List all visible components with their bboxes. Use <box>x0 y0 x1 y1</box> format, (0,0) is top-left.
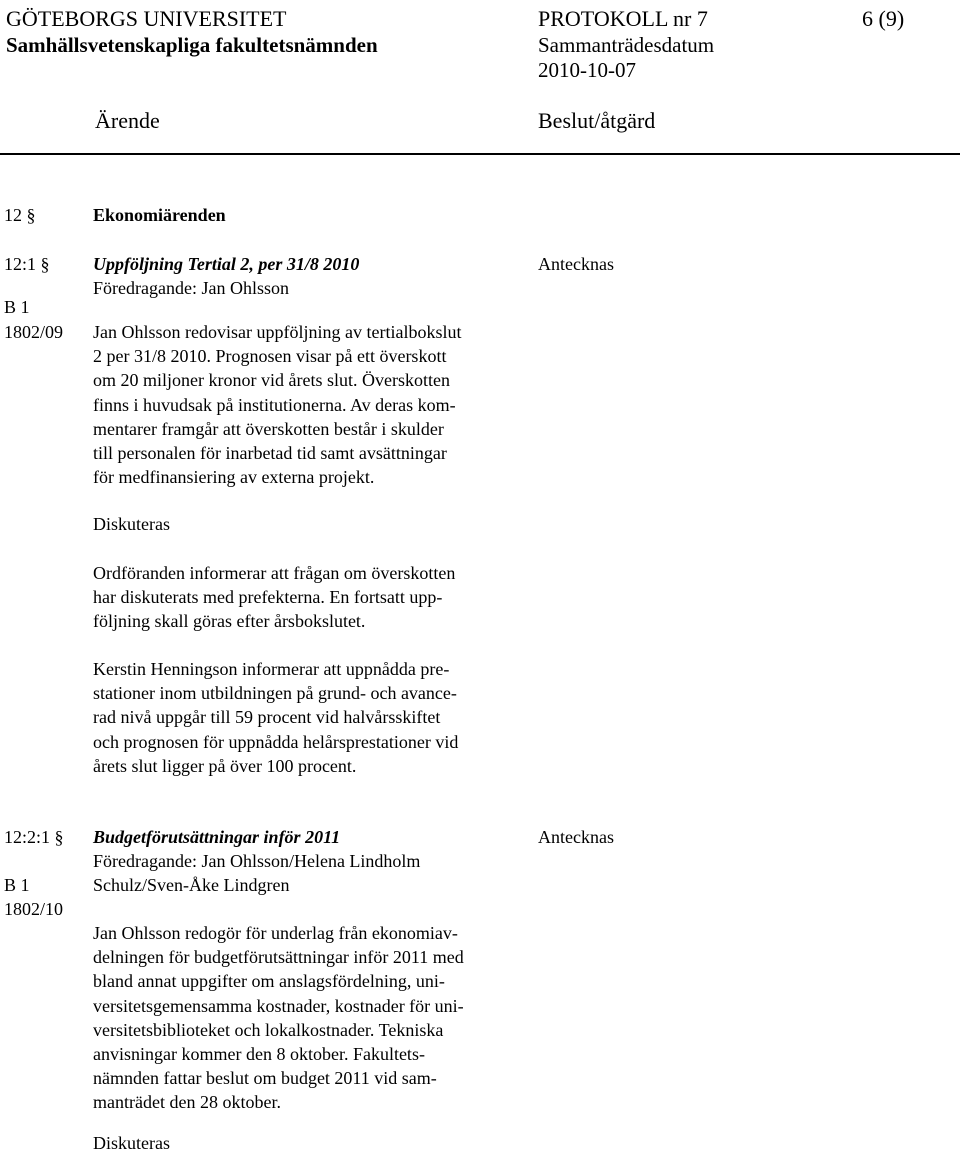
header-rule <box>0 153 960 155</box>
text-line: om 20 miljoner kronor vid årets slut. Överskotten <box>93 370 450 391</box>
item-ref-code: B 1 <box>4 297 30 317</box>
text-line: anvisningar kommer den 8 oktober. Fakultets- <box>93 1044 425 1065</box>
item-ref-diary: 1802/09 <box>4 322 64 342</box>
item-number: 12:2:1 § <box>4 827 64 847</box>
column-header-beslut: Beslut/åtgärd <box>538 108 656 133</box>
item-ref-diary: 1802/10 <box>4 899 64 919</box>
meeting-date-label: Sammanträdesdatum <box>538 33 715 57</box>
university-name: GÖTEBORGS UNIVERSITET <box>6 6 287 31</box>
item-decision: Antecknas <box>538 827 614 847</box>
section-title: Ekonomiärenden <box>93 205 226 225</box>
item-title: Budgetförutsättningar inför 2011 <box>93 827 341 847</box>
item-presenter: Föredragande: Jan Ohlsson <box>93 278 289 298</box>
text-line: och prognosen för uppnådda helårsprestationer vid <box>93 731 459 752</box>
text-line: följning skall göras efter årsbokslutet. <box>93 611 366 632</box>
text-line: versitetsgemensamma kostnader, kostnader för uni- <box>93 995 464 1016</box>
text-line: Kerstin Henningson informerar att uppnådda pre- <box>93 659 450 679</box>
text-line: Jan Ohlsson redovisar uppföljning av tertialbokslut <box>93 322 462 342</box>
text-line: bland annat uppgifter om anslagsfördelning, uni- <box>93 971 445 992</box>
discussed-label: Diskuteras <box>93 514 170 534</box>
page-number: 6 (9) <box>862 6 905 31</box>
text-line: delningen för budgetförutsättningar inför 2011 med <box>93 947 464 968</box>
text-line: Ordföranden informerar att frågan om överskotten <box>93 563 456 583</box>
text-line: har diskuterats med prefekterna. En fortsatt upp- <box>93 587 443 608</box>
text-line: rad nivå uppgår till 59 procent vid halvårsskiftet <box>93 707 441 728</box>
item-paragraph-chair <box>93 561 455 634</box>
item-paragraph-report <box>93 320 461 489</box>
item-presenter-continued: Schulz/Sven-Åke Lindgren <box>93 875 290 895</box>
text-line: mentarer framgår att överskotten består i skulder <box>93 418 444 439</box>
item-decision: Antecknas <box>538 254 614 274</box>
text-line: årets slut ligger på över 100 procent. <box>93 755 357 776</box>
text-line: Jan Ohlsson redogör för underlag från ekonomiav- <box>93 923 458 943</box>
item-paragraph-performance <box>93 657 458 778</box>
item-paragraph-budget <box>93 921 464 1115</box>
item-presenter: Föredragande: Jan Ohlsson/Helena Lindholm <box>93 851 421 871</box>
item-number: 12:1 § <box>4 254 50 274</box>
item-title: Uppföljning Tertial 2, per 31/8 2010 <box>93 254 360 274</box>
discussed-label: Diskuteras <box>93 1133 170 1153</box>
text-line: 2 per 31/8 2010. Prognosen visar på ett överskott <box>93 346 447 367</box>
text-line: versitetsbiblioteket och lokalkostnader. Tekniska <box>93 1019 444 1040</box>
column-header-arende: Ärende <box>95 108 160 133</box>
text-line: till personalen för inarbetad tid samt avsättningar <box>93 443 447 464</box>
text-line: manträdet den 28 oktober. <box>93 1092 281 1113</box>
section-number: 12 § <box>4 205 36 225</box>
meeting-date: 2010-10-07 <box>538 58 636 82</box>
text-line: nämnden fattar beslut om budget 2011 vid sam- <box>93 1068 437 1089</box>
text-line: för medfinansiering av externa projekt. <box>93 467 375 488</box>
board-name: Samhällsvetenskapliga fakultetsnämnden <box>6 33 378 57</box>
text-line: stationer inom utbildningen på grund- och avance- <box>93 683 457 704</box>
item-ref-code: B 1 <box>4 875 30 895</box>
protocol-number: PROTOKOLL nr 7 <box>538 6 708 31</box>
text-line: finns i huvudsak på institutionerna. Av deras kom- <box>93 394 456 415</box>
